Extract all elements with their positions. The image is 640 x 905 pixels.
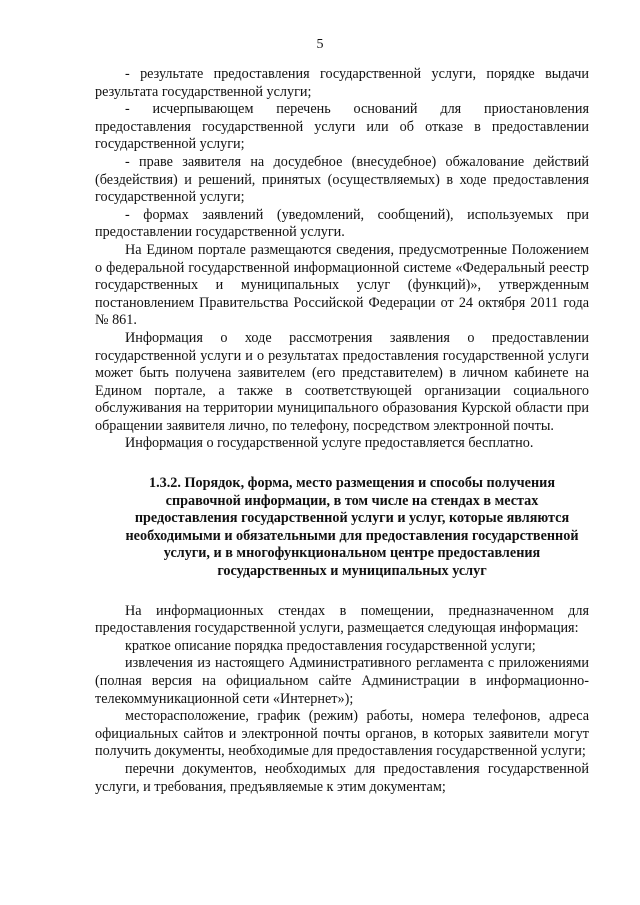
paragraph: Информация о государственной услуге предоставляется бесплатно. [125, 435, 534, 452]
paragraph: извлечения из настоящего Административного регламента с приложениями (полная версия на официальном сайте Администрации в информационно-телекоммуникационной сети «Интернет»); [95, 655, 589, 707]
paragraph: - праве заявителя на досудебное (внесудебное) обжалование действий (бездействия) и решений, принятых (осуществляемых) в ходе предоставления государственной услуги; [95, 153, 589, 206]
paragraph: На информационных стендах в помещении, предназначенном для предоставления государственной услуги, размещается следующая информация: [95, 602, 589, 637]
paragraph: месторасположение, график (режим) работы, номера телефонов, адреса официальных сайтов и электронной почты органов, в которых заявители могут получить документы, необходимые для предоставления государственной услуги; [95, 708, 589, 760]
page-number: 5 [316, 37, 324, 52]
paragraph: - формах заявлений (уведомлений, сообщений), используемых при предоставлении государственной услуги. [95, 206, 589, 241]
paragraph: перечни документов, необходимых для предоставления государственной услуги, и требования, предъявляемые к этим документам; [95, 760, 589, 795]
paragraph: Информация о ходе рассмотрения заявления о предоставлении государственной услуги и о результатах предоставления государственной услуги может быть получена заявителем (его представителем) в личном кабинете на Едином портале, а также в соответствующей организации социального обслуживания на территории муниципального образования Курской области при обращении заявителя лично, по телефону, посредством электронной почты. [95, 329, 589, 434]
section-heading: 1.3.2. Порядок, форма, место размещения и способы получения справочной информации, в том числе на стендах в местах предоставления государственной услуги и услуг, которые являются необходимыми и обязательными для предоставления государственной услуги, и в многофункциональном центре предоставления государственных и муниципальных услуг [125, 475, 579, 580]
paragraph: - исчерпывающем перечень оснований для приостановления предоставления государственной услуги или об отказе в предоставлении государственной услуги; [95, 101, 589, 153]
paragraph: - результате предоставления государственной услуги, порядке выдачи результата государственной услуги; [95, 66, 589, 100]
spacer [95, 453, 589, 475]
spacer [95, 581, 589, 603]
paragraph: краткое описание порядка предоставления государственной услуги; [125, 637, 536, 654]
paragraph: На Едином портале размещаются сведения, предусмотренные Положением о федеральной государственной информационной системе «Федеральный реестр государственных и муниципальных услуг (функций)», утвержденным постановлением Правительства Российской Федерации от 24 октября 2011 года № 861. [95, 241, 589, 329]
page-body [95, 66, 589, 796]
